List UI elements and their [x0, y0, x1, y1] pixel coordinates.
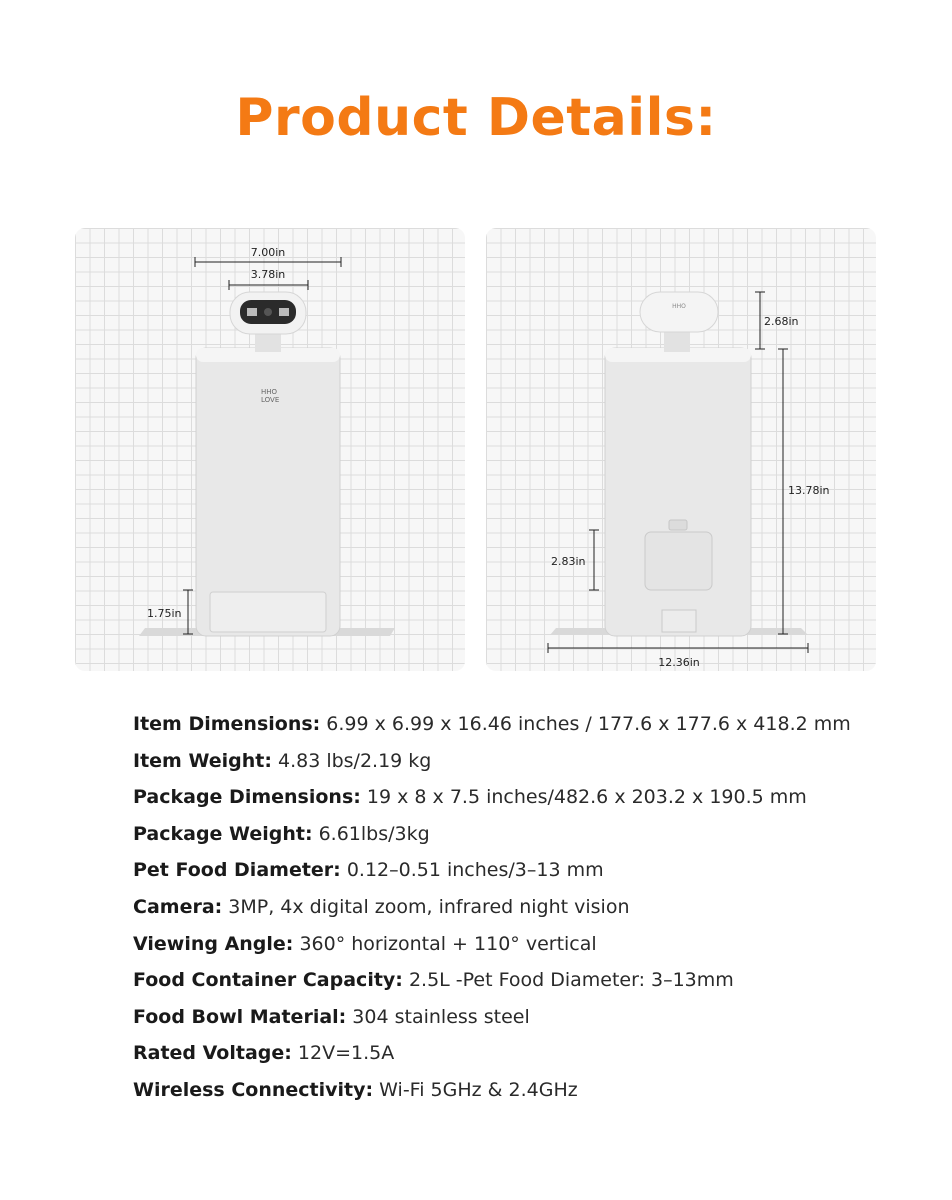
spec-value: 3MP, 4x digital zoom, infrared night vision — [222, 895, 630, 918]
left-eye-icon — [247, 308, 257, 316]
spec-label: Item Weight: — [133, 749, 272, 772]
spec-item-dimensions — [133, 710, 893, 747]
front-view-panel — [75, 228, 465, 671]
page-title: Product Details: — [235, 88, 717, 148]
spec-rated-voltage — [133, 1039, 893, 1076]
spec-list — [133, 710, 893, 1113]
spec-label: Wireless Connectivity: — [133, 1078, 374, 1101]
camera-head — [640, 292, 718, 332]
spec-value: 12V=1.5A — [291, 1042, 395, 1065]
spec-label: Camera: — [133, 895, 223, 918]
logo-line2: LOVE — [261, 396, 280, 404]
dim-width-outer: 7.00in — [250, 246, 286, 259]
spec-value: 19 x 8 x 7.5 inches/482.6 x 203.2 x 190.5 mm — [360, 786, 807, 809]
spec-camera — [133, 893, 893, 930]
spec-value: 360° horizontal + 110° vertical — [293, 932, 597, 955]
spec-label: Pet Food Diameter: — [133, 859, 341, 882]
camera-lens-icon — [264, 308, 272, 316]
logo-line1: HHO — [261, 388, 278, 396]
spec-value: 0.12–0.51 inches/3–13 mm — [340, 859, 604, 882]
spec-label: Item Dimensions: — [133, 713, 321, 735]
spec-wireless-connectivity — [133, 1076, 893, 1113]
right-eye-icon — [279, 308, 289, 316]
spec-label: Food Bowl Material: — [133, 1005, 347, 1028]
spec-value: 6.99 x 6.99 x 16.46 inches / 177.6 x 177.6 x 418.2 mm — [320, 713, 851, 735]
spec-food-container-capacity — [133, 966, 893, 1003]
battery-cover — [645, 532, 712, 590]
spec-value: 4.83 lbs/2.19 kg — [271, 749, 432, 772]
spec-item-weight — [133, 747, 893, 784]
spec-food-bowl-material — [133, 1003, 893, 1040]
spec-value: 304 stainless steel — [346, 1005, 530, 1028]
food-bowl — [210, 592, 326, 632]
spec-value: Wi-Fi 5GHz & 2.4GHz — [373, 1078, 578, 1101]
spec-label: Food Container Capacity: — [133, 969, 403, 992]
feeder-body — [605, 348, 751, 636]
spec-label: Package Dimensions: — [133, 786, 361, 809]
dim-base-width: 12.36in — [658, 656, 700, 669]
spec-value: 6.61lbs/3kg — [312, 822, 430, 845]
spec-package-weight — [133, 820, 893, 857]
dim-width-head: 3.78in — [250, 268, 286, 281]
dim-head-height: 2.68in — [764, 315, 799, 328]
dim-bowl-height: 1.75in — [147, 607, 182, 620]
spec-label: Package Weight: — [133, 822, 313, 845]
back-view-panel — [486, 228, 876, 671]
dim-body-height: 13.78in — [788, 484, 830, 497]
back-view-illustration — [486, 228, 876, 671]
spec-value: 2.5L -Pet Food Diameter: 3–13mm — [402, 969, 734, 992]
port-clip — [669, 520, 687, 530]
spec-label: Rated Voltage: — [133, 1042, 292, 1065]
spec-viewing-angle — [133, 930, 893, 967]
bottom-port — [662, 610, 696, 632]
spec-label: Viewing Angle: — [133, 932, 294, 955]
head-mark: HHO — [672, 303, 686, 310]
dim-port-height: 2.83in — [551, 555, 586, 568]
spec-package-dimensions — [133, 783, 893, 820]
front-view-illustration — [75, 228, 465, 671]
spec-pet-food-diameter — [133, 856, 893, 893]
